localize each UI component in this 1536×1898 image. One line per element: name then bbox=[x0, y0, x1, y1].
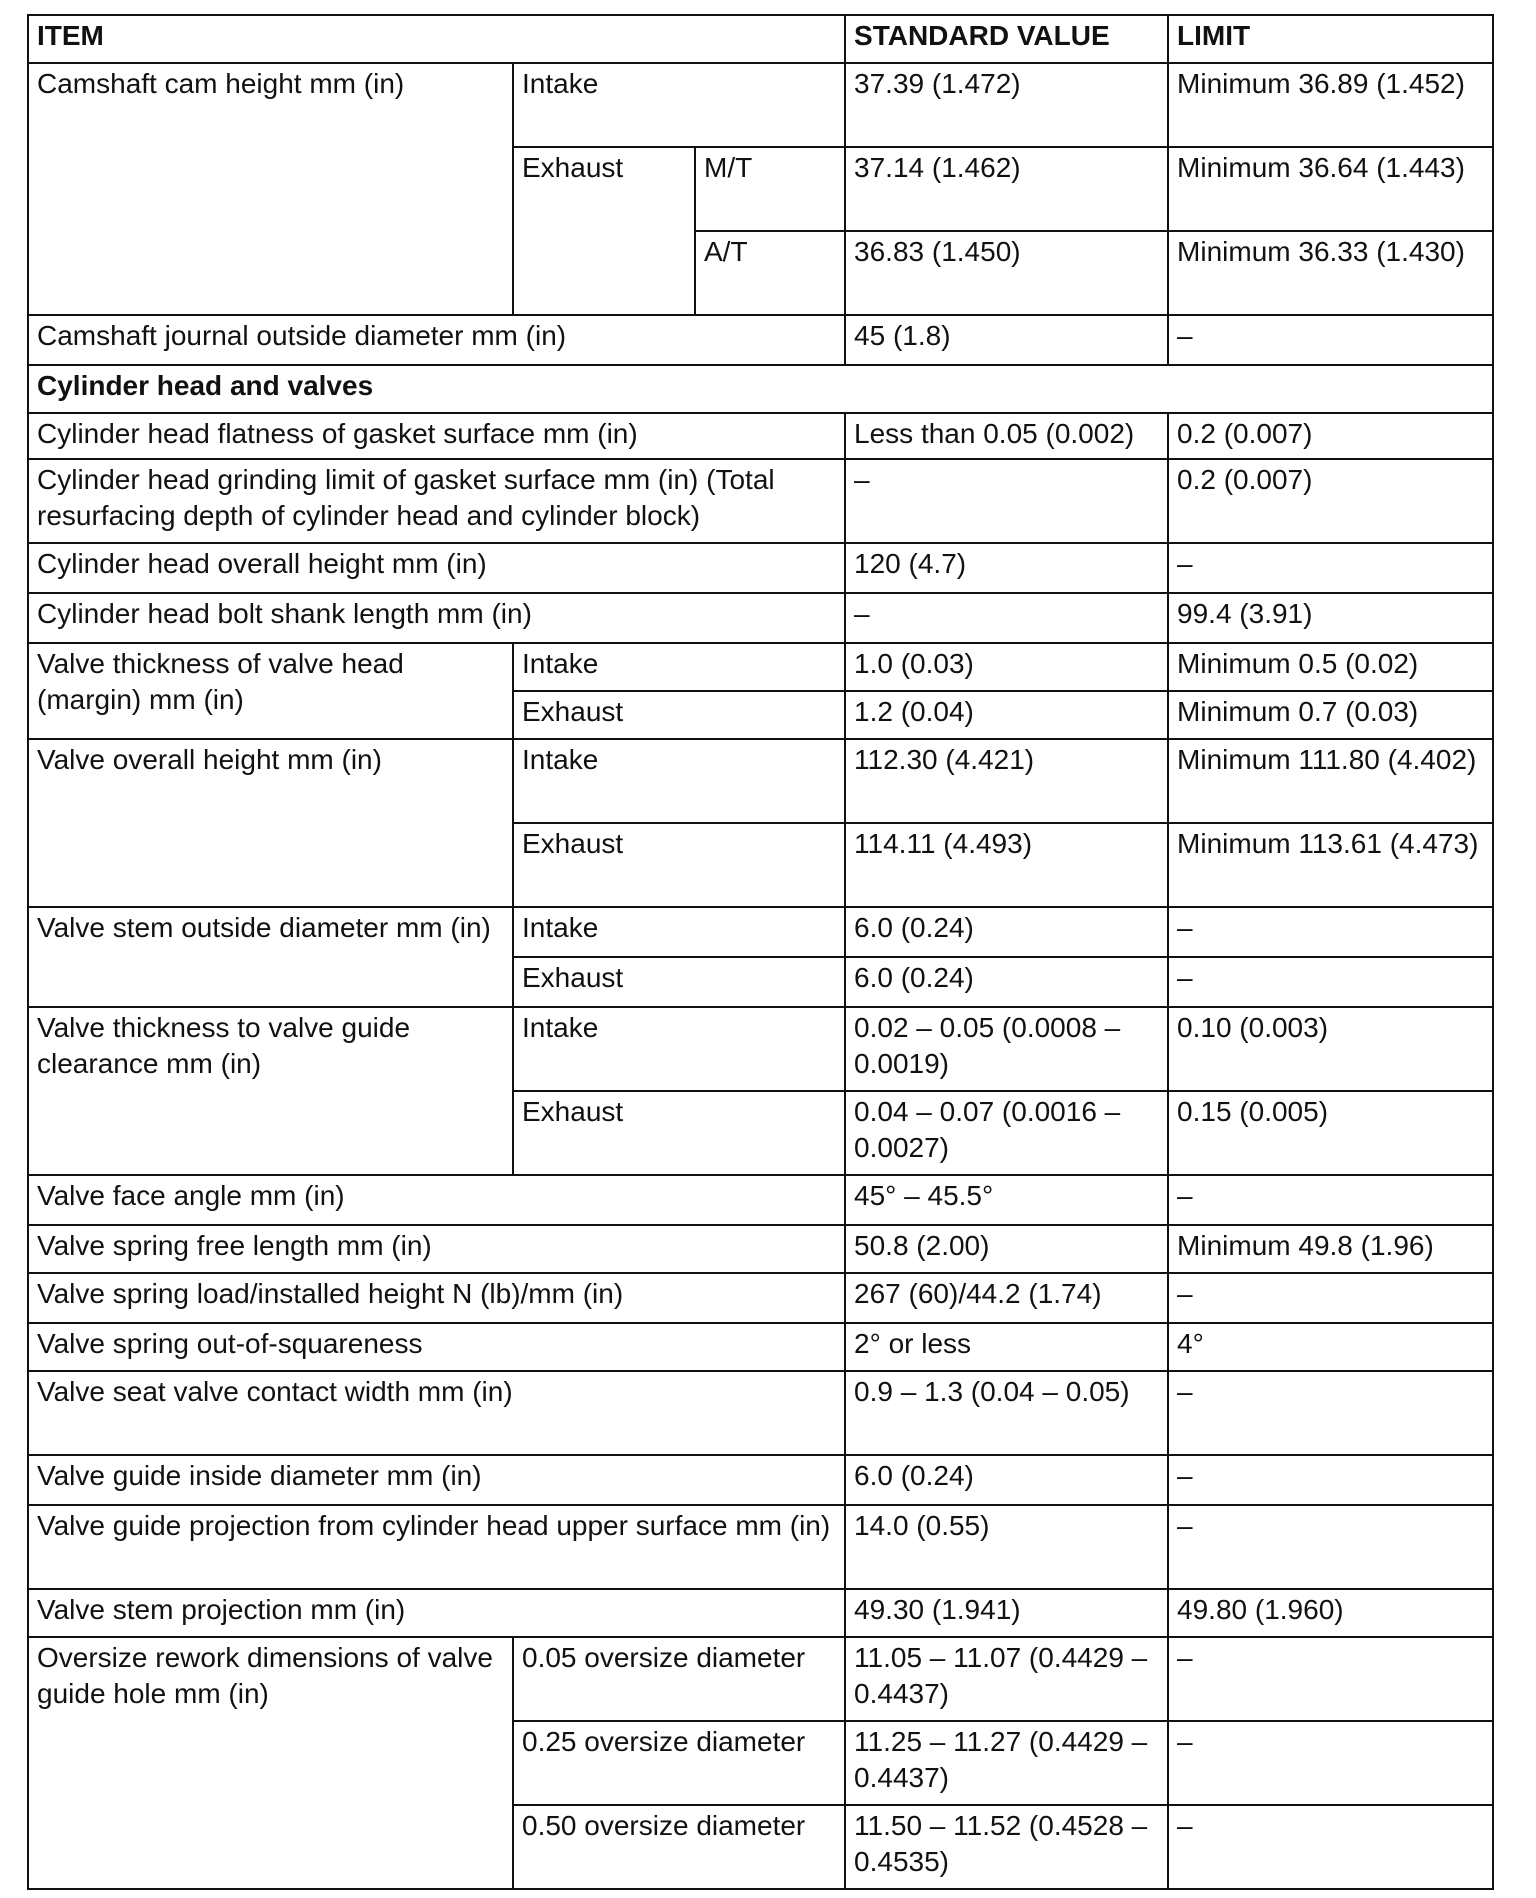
table-row bbox=[28, 643, 1493, 691]
standard-value: 37.14 (1.462) bbox=[845, 147, 1168, 231]
standard-value: 45 (1.8) bbox=[845, 315, 1168, 365]
table-row bbox=[28, 543, 1493, 593]
sub-sub-label: M/T bbox=[695, 147, 845, 231]
sub-label: 0.25 oversize diameter bbox=[513, 1721, 845, 1805]
limit-value: – bbox=[1168, 1371, 1493, 1455]
standard-value: 6.0 (0.24) bbox=[845, 907, 1168, 957]
table-row bbox=[28, 1007, 1493, 1091]
standard-value: 0.04 – 0.07 (0.0016 – 0.0027) bbox=[845, 1091, 1168, 1175]
sub-label: Intake bbox=[513, 1007, 845, 1091]
row-label: Valve guide projection from cylinder head upper surface mm (in) bbox=[28, 1505, 845, 1589]
row-label: Valve spring free length mm (in) bbox=[28, 1225, 845, 1273]
limit-value: – bbox=[1168, 1273, 1493, 1323]
standard-value: 6.0 (0.24) bbox=[845, 1455, 1168, 1505]
header-row bbox=[28, 15, 1493, 63]
sub-label: Exhaust bbox=[513, 691, 845, 739]
sub-label: Exhaust bbox=[513, 1091, 845, 1175]
row-label: Valve thickness of valve head (margin) mm (in) bbox=[28, 643, 513, 739]
standard-value: 2° or less bbox=[845, 1323, 1168, 1371]
standard-value: 114.11 (4.493) bbox=[845, 823, 1168, 907]
table-row bbox=[28, 1637, 1493, 1721]
row-label: Cylinder head flatness of gasket surface mm (in) bbox=[28, 413, 845, 459]
sub-label: Intake bbox=[513, 907, 845, 957]
standard-value: 45° – 45.5° bbox=[845, 1175, 1168, 1225]
standard-value: 50.8 (2.00) bbox=[845, 1225, 1168, 1273]
standard-value: 1.2 (0.04) bbox=[845, 691, 1168, 739]
table-row bbox=[28, 907, 1493, 957]
limit-value: Minimum 49.8 (1.96) bbox=[1168, 1225, 1493, 1273]
limit-value: Minimum 0.7 (0.03) bbox=[1168, 691, 1493, 739]
section-row bbox=[28, 365, 1493, 413]
limit-value: – bbox=[1168, 1721, 1493, 1805]
table-row bbox=[28, 315, 1493, 365]
table-row bbox=[28, 1371, 1493, 1455]
standard-value: 0.9 – 1.3 (0.04 – 0.05) bbox=[845, 1371, 1168, 1455]
row-label: Valve spring out-of-squareness bbox=[28, 1323, 845, 1371]
limit-value: Minimum 113.61 (4.473) bbox=[1168, 823, 1493, 907]
row-label: Valve seat valve contact width mm (in) bbox=[28, 1371, 845, 1455]
standard-value: Less than 0.05 (0.002) bbox=[845, 413, 1168, 459]
row-label: Camshaft cam height mm (in) bbox=[28, 63, 513, 315]
limit-value: Minimum 111.80 (4.402) bbox=[1168, 739, 1493, 823]
standard-value: 11.05 – 11.07 (0.4429 – 0.4437) bbox=[845, 1637, 1168, 1721]
row-label: Valve thickness to valve guide clearance mm (in) bbox=[28, 1007, 513, 1175]
sub-label: Exhaust bbox=[513, 147, 695, 315]
limit-value: – bbox=[1168, 1505, 1493, 1589]
table-row bbox=[28, 63, 1493, 147]
limit-value: Minimum 36.64 (1.443) bbox=[1168, 147, 1493, 231]
standard-value: 11.25 – 11.27 (0.4429 – 0.4437) bbox=[845, 1721, 1168, 1805]
standard-value: 49.30 (1.941) bbox=[845, 1589, 1168, 1637]
sub-label: 0.05 oversize diameter bbox=[513, 1637, 845, 1721]
limit-value: 99.4 (3.91) bbox=[1168, 593, 1493, 643]
row-label: Valve stem projection mm (in) bbox=[28, 1589, 845, 1637]
limit-value: 0.2 (0.007) bbox=[1168, 459, 1493, 543]
standard-value: 36.83 (1.450) bbox=[845, 231, 1168, 315]
sub-label: Exhaust bbox=[513, 823, 845, 907]
standard-value: 11.50 – 11.52 (0.4528 – 0.4535) bbox=[845, 1805, 1168, 1889]
limit-value: – bbox=[1168, 1805, 1493, 1889]
standard-value: – bbox=[845, 459, 1168, 543]
limit-value: Minimum 0.5 (0.02) bbox=[1168, 643, 1493, 691]
row-label: Cylinder head grinding limit of gasket surface mm (in) (Total resurfacing depth of cylinder head and cylinder block) bbox=[28, 459, 845, 543]
limit-value: 0.15 (0.005) bbox=[1168, 1091, 1493, 1175]
standard-value: 14.0 (0.55) bbox=[845, 1505, 1168, 1589]
header-limit: LIMIT bbox=[1168, 15, 1493, 63]
row-label: Valve spring load/installed height N (lb)/mm (in) bbox=[28, 1273, 845, 1323]
standard-value: 0.02 – 0.05 (0.0008 – 0.0019) bbox=[845, 1007, 1168, 1091]
standard-value: 1.0 (0.03) bbox=[845, 643, 1168, 691]
spec-table bbox=[27, 14, 1494, 1890]
table-row bbox=[28, 593, 1493, 643]
table-row bbox=[28, 1273, 1493, 1323]
table-row bbox=[28, 1589, 1493, 1637]
header-standard-value: STANDARD VALUE bbox=[845, 15, 1168, 63]
limit-value: – bbox=[1168, 907, 1493, 957]
row-label: Valve stem outside diameter mm (in) bbox=[28, 907, 513, 1007]
table-row bbox=[28, 1225, 1493, 1273]
table-row bbox=[28, 413, 1493, 459]
sub-label: Exhaust bbox=[513, 957, 845, 1007]
sub-label: Intake bbox=[513, 643, 845, 691]
limit-value: – bbox=[1168, 315, 1493, 365]
standard-value: 6.0 (0.24) bbox=[845, 957, 1168, 1007]
row-label: Valve face angle mm (in) bbox=[28, 1175, 845, 1225]
limit-value: 4° bbox=[1168, 1323, 1493, 1371]
standard-value: 120 (4.7) bbox=[845, 543, 1168, 593]
row-label: Camshaft journal outside diameter mm (in) bbox=[28, 315, 845, 365]
row-label: Cylinder head bolt shank length mm (in) bbox=[28, 593, 845, 643]
section-heading: Cylinder head and valves bbox=[28, 365, 1493, 413]
row-label: Oversize rework dimensions of valve guide hole mm (in) bbox=[28, 1637, 513, 1889]
table-row bbox=[28, 1175, 1493, 1225]
sub-sub-label: A/T bbox=[695, 231, 845, 315]
table-row bbox=[28, 459, 1493, 543]
table-row bbox=[28, 1455, 1493, 1505]
row-label: Valve guide inside diameter mm (in) bbox=[28, 1455, 845, 1505]
table-row bbox=[28, 739, 1493, 823]
standard-value: – bbox=[845, 593, 1168, 643]
limit-value: 0.10 (0.003) bbox=[1168, 1007, 1493, 1091]
table-row bbox=[28, 1323, 1493, 1371]
sub-label: Intake bbox=[513, 63, 845, 147]
limit-value: Minimum 36.33 (1.430) bbox=[1168, 231, 1493, 315]
row-label: Cylinder head overall height mm (in) bbox=[28, 543, 845, 593]
header-item: ITEM bbox=[28, 15, 845, 63]
standard-value: 37.39 (1.472) bbox=[845, 63, 1168, 147]
limit-value: – bbox=[1168, 1175, 1493, 1225]
limit-value: 49.80 (1.960) bbox=[1168, 1589, 1493, 1637]
limit-value: – bbox=[1168, 1637, 1493, 1721]
limit-value: – bbox=[1168, 957, 1493, 1007]
row-label: Valve overall height mm (in) bbox=[28, 739, 513, 907]
limit-value: – bbox=[1168, 543, 1493, 593]
table-row bbox=[28, 1505, 1493, 1589]
limit-value: 0.2 (0.007) bbox=[1168, 413, 1493, 459]
standard-value: 267 (60)/44.2 (1.74) bbox=[845, 1273, 1168, 1323]
sub-label: Intake bbox=[513, 739, 845, 823]
limit-value: Minimum 36.89 (1.452) bbox=[1168, 63, 1493, 147]
limit-value: – bbox=[1168, 1455, 1493, 1505]
sub-label: 0.50 oversize diameter bbox=[513, 1805, 845, 1889]
standard-value: 112.30 (4.421) bbox=[845, 739, 1168, 823]
